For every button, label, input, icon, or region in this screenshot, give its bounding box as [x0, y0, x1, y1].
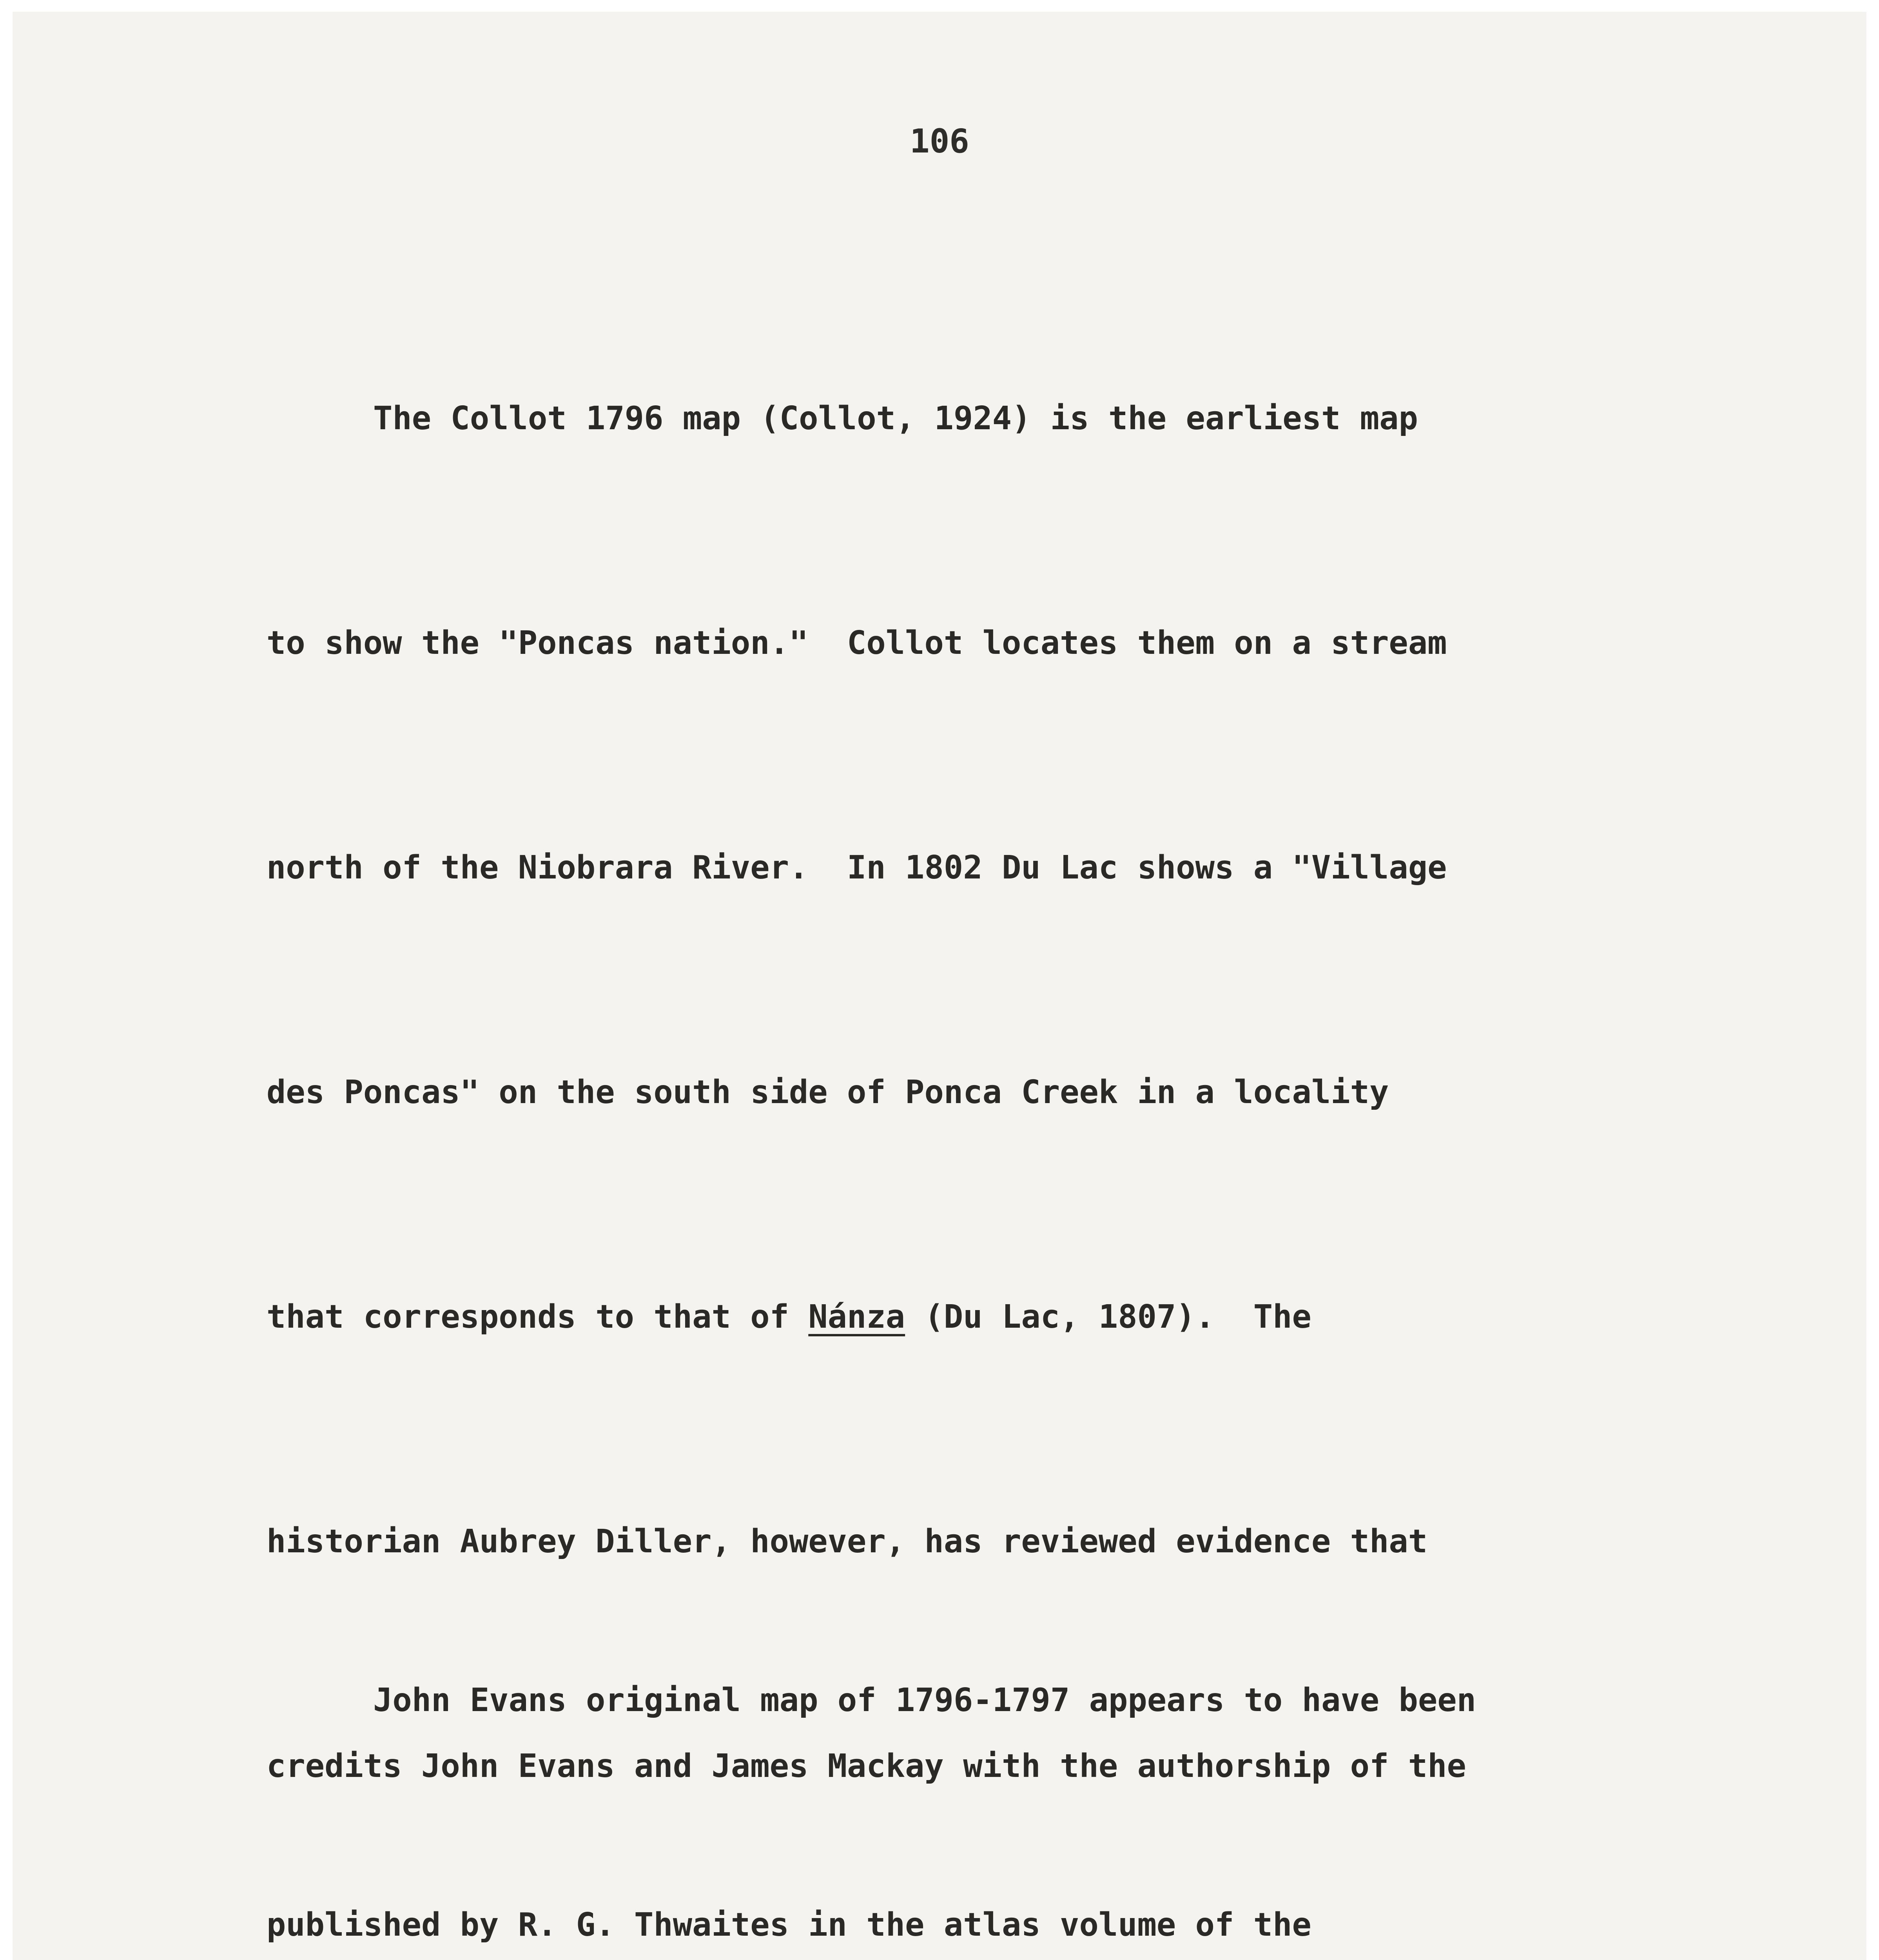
text-line: John Evans original map of 1796-1797 appears to have been: [373, 1682, 1476, 1719]
text-fragment: that corresponds to that of: [267, 1298, 809, 1336]
underlined-term-nanza: Nánza: [808, 1298, 905, 1336]
text-line: historian Aubrey Diller, however, has reviewed evidence that: [267, 1523, 1428, 1560]
text-line: published by R. G. Thwaites in the atlas volume of the: [267, 1906, 1311, 1944]
text-fragment: (Du Lac, 1807). The: [905, 1298, 1311, 1336]
text-line: credits John Evans and James Mackay with the authorship of the: [267, 1748, 1466, 1785]
text-line: to show the "Poncas nation." Collot locates them on a stream: [267, 624, 1447, 662]
page-number: 106: [910, 122, 969, 160]
text-line: north of the Niobrara River. In 1802 Du Lac shows a "Village: [267, 849, 1447, 886]
paragraph-2: [267, 1513, 1485, 1960]
text-line: [267, 1279, 1524, 1354]
text-line: des Poncas" on the south side of Ponca Creek in a locality: [267, 1074, 1389, 1111]
text-line: The Collot 1796 map (Collot, 1924) is the earliest map: [373, 400, 1418, 437]
